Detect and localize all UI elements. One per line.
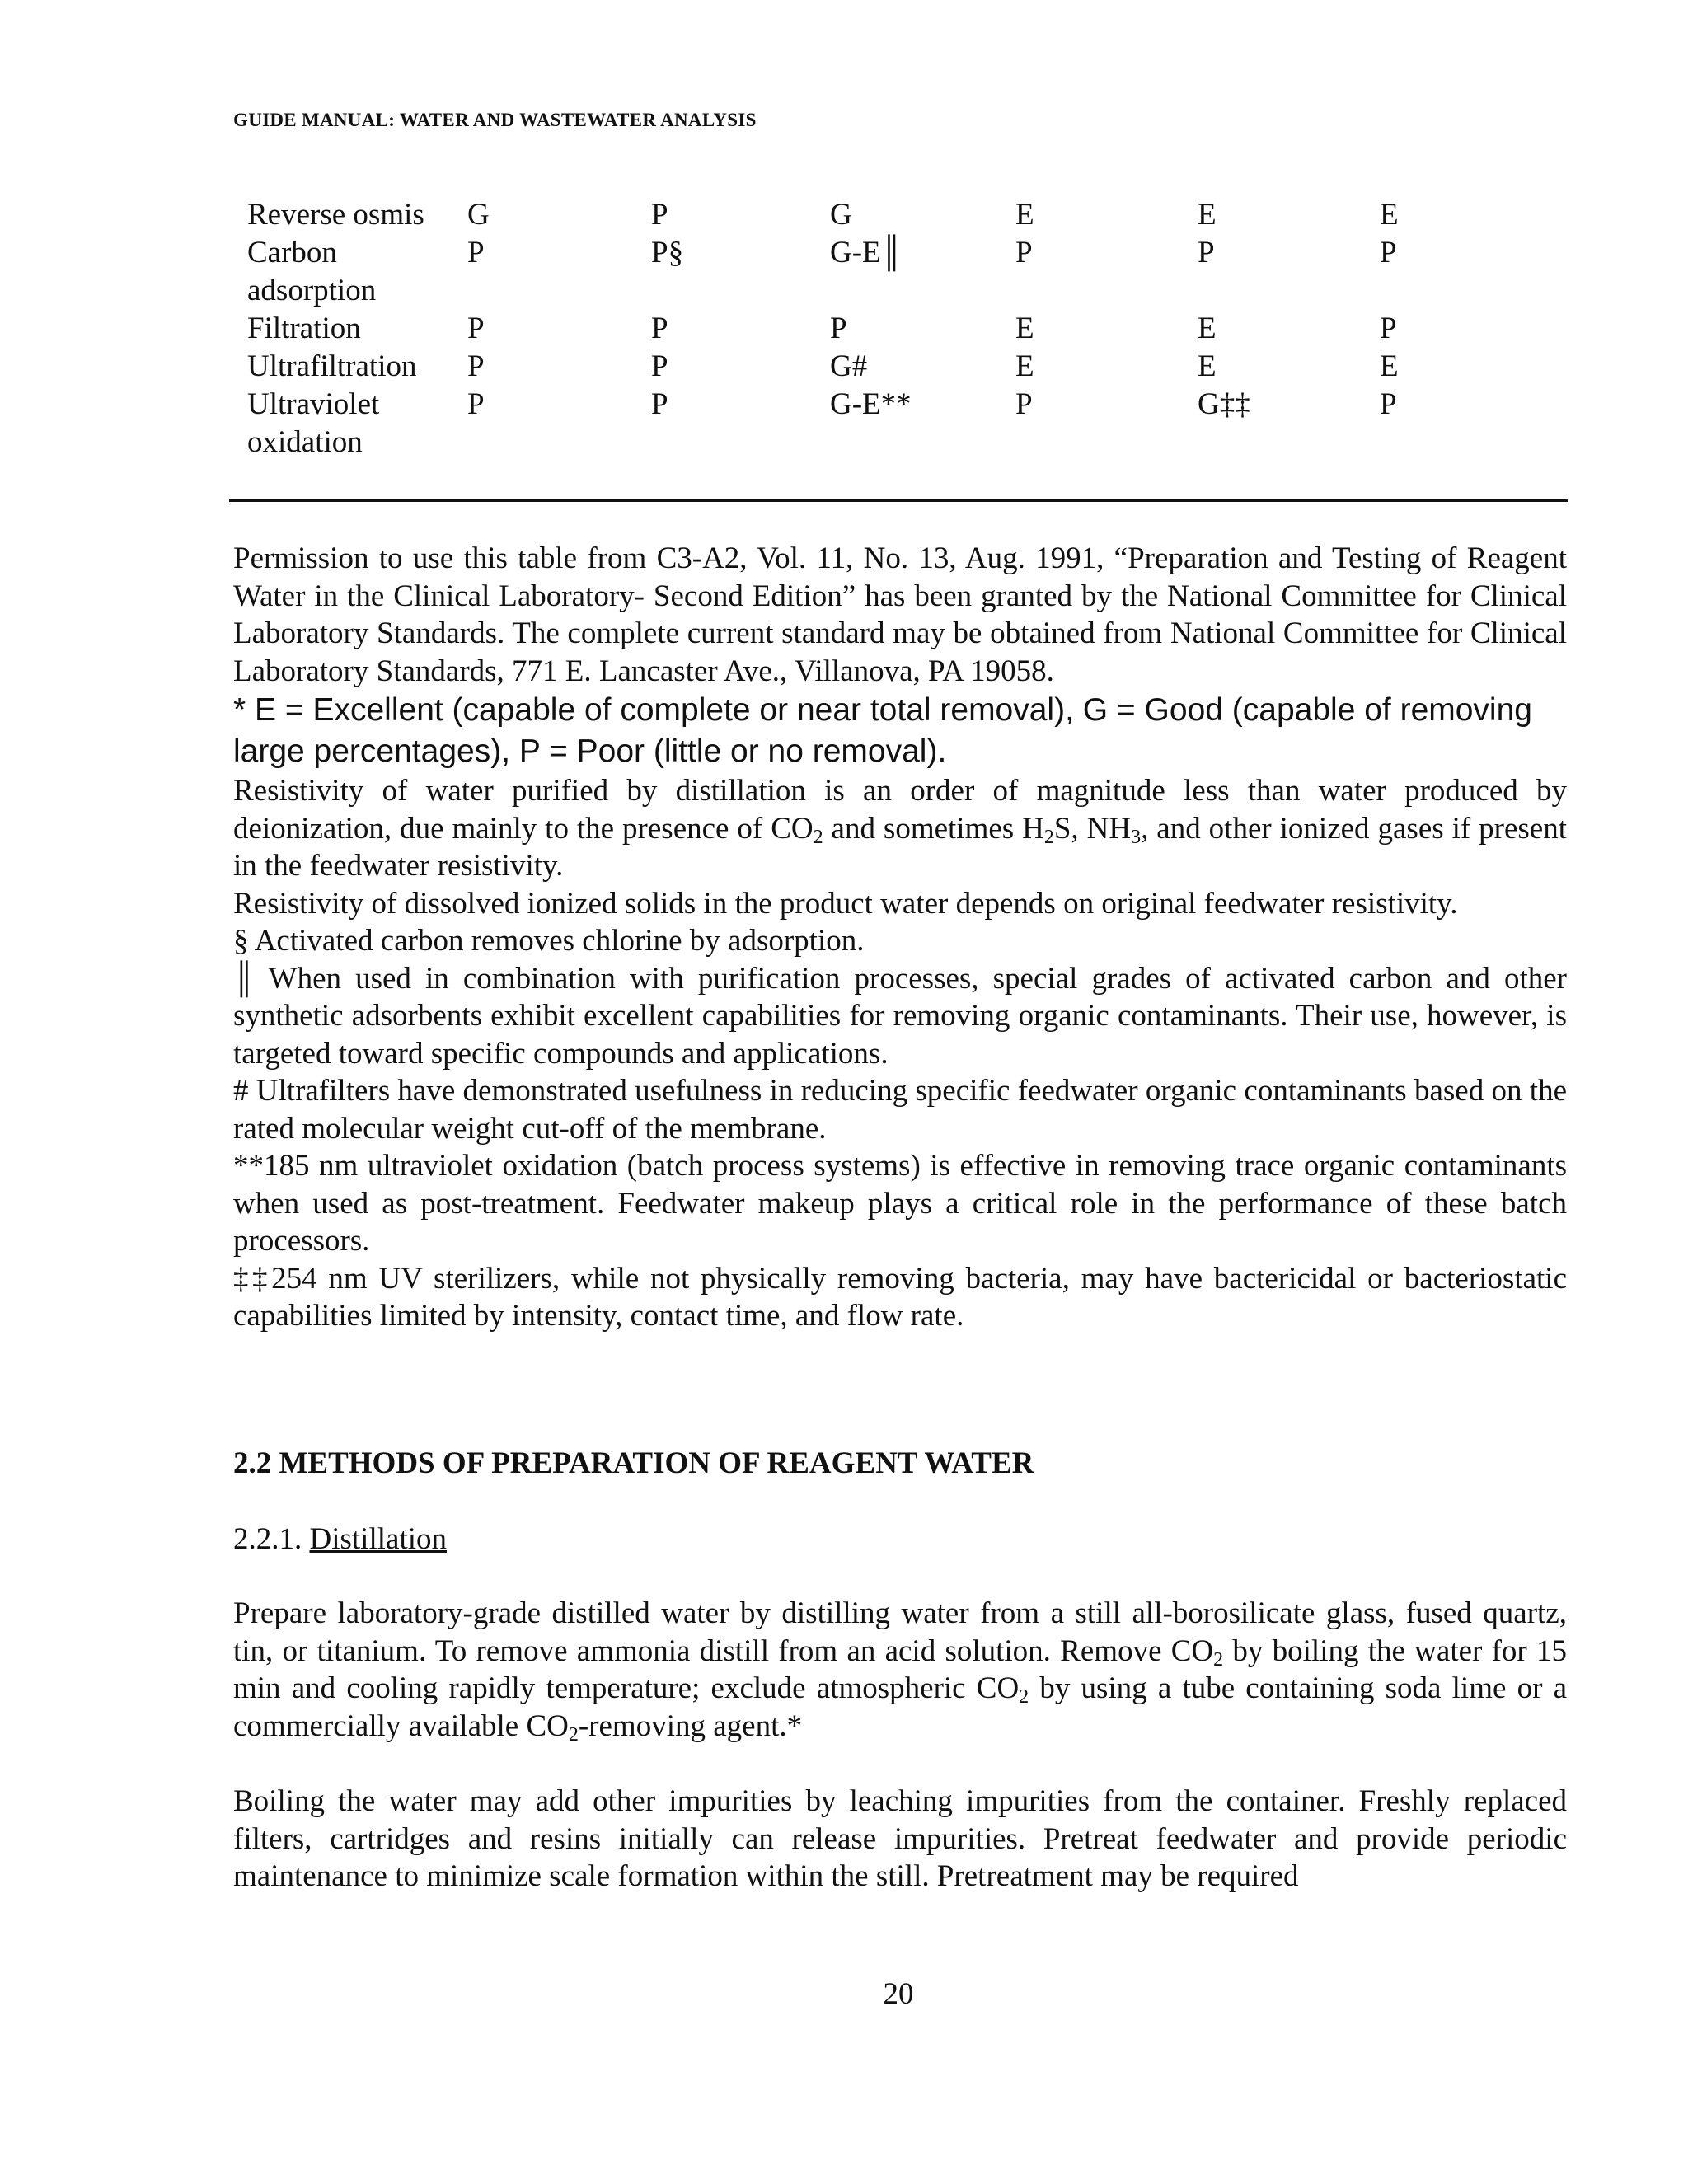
double-star-note: **185 nm ultraviolet oxidation (batch process systems) is effective in removing trace organic contaminants when used as post-treatment. Feedwater makeup plays a critical role in the performance of these batch processors. — [233, 1149, 1567, 1258]
table-row — [247, 386, 1566, 462]
cell: P — [467, 349, 485, 383]
permission-note: Permission to use this table from C3-A2, Vol. 11, No. 13, Aug. 1991, “Preparation and Testing of Reagent Water in the Clinical Laboratory- Second Edition” has been granted by the National Committee for Clinical Laboratory Standards. The complete current standard may be obtained from National Committee for Clinical Laboratory Standards, 771 E. Lancaster Ave., Villanova, PA 19058. — [233, 541, 1567, 688]
cell: P — [651, 198, 668, 232]
cell: E — [1015, 312, 1034, 345]
cell: G-E** — [830, 387, 912, 421]
row-name-continued: adsorption — [247, 274, 377, 307]
double-dagger-note: ‡‡254 nm UV sterilizers, while not physically removing bacteria, may have bactericidal or bacteriostatic capabilities limited by intensity, contact time, and flow rate. — [233, 1261, 1567, 1333]
cell: P — [830, 312, 847, 345]
cell: E — [1015, 349, 1034, 383]
section-heading: 2.2 METHODS OF PREPARATION OF REAGENT WATER — [233, 1446, 1034, 1480]
resistivity-note-2: Resistivity of dissolved ionized solids in the product water depends on original feedwater resistivity. — [233, 886, 1458, 921]
running-header: GUIDE MANUAL: WATER AND WASTEWATER ANALYSIS — [233, 110, 757, 130]
cell: P — [651, 349, 668, 383]
cell: P — [651, 312, 668, 345]
row-name: Carbon — [247, 236, 337, 269]
cell: P — [1380, 312, 1397, 345]
cell: E — [1198, 349, 1217, 383]
body-paragraph-2: Boiling the water may add other impurities by leaching impurities from the container. Freshly replaced filters, cartridges and resins initially can release impurities. Pretreat feedwater and provide periodic maintenance to minimize scale formation within the still. Pretreatment may be required — [233, 1784, 1567, 1893]
table-bottom-rule — [229, 499, 1568, 502]
treatment-table — [247, 196, 1566, 462]
cell: E — [1380, 349, 1399, 383]
cell: G — [830, 198, 852, 232]
cell: G‡‡ — [1198, 387, 1250, 421]
cell: P — [1015, 387, 1033, 421]
cell: E — [1015, 198, 1034, 232]
double-bar-note: ║ When used in combination with purification processes, special grades of activated carbon and other synthetic adsorbents exhibit excellent capabilities for removing organic contaminants. Their use, however, is targeted toward specific compounds and applications. — [233, 961, 1567, 1071]
row-name: Reverse osmis — [247, 198, 424, 232]
hash-note: # Ultrafilters have demonstrated usefulness in reducing specific feedwater organic contaminants based on the rated molecular weight cut-off of the membrane. — [233, 1074, 1567, 1146]
cell: P — [651, 387, 668, 421]
cell: P — [467, 236, 485, 269]
rating-legend: * E = Excellent (capable of complete or near total removal), G = Good (capable of removing large percentages), P = Poor (little or no removal). — [233, 692, 1532, 769]
cell: P — [467, 387, 485, 421]
body-paragraph-1: Prepare laboratory-grade distilled water by distilling water from a still all-borosilicate glass, fused quartz, tin, or titanium. To remove ammonia distill from an acid solution. Remove $CO_2$ by boiling the water for 15 min and cooling rapidly temperature; exclude atmospheric $CO_2$ by using a tube containing soda lime or a commercially available $CO_2$-removing agent.* — [233, 1596, 1567, 1746]
subsection-heading: 2.2.1. Distillation — [233, 1522, 447, 1556]
table-row — [247, 234, 1566, 310]
row-name: Ultraviolet — [247, 387, 380, 421]
table-notes — [233, 540, 1567, 1335]
cell: P§ — [651, 236, 684, 269]
cell: G-E║ — [830, 236, 903, 269]
table-row — [247, 196, 1566, 234]
cell: G# — [830, 349, 868, 383]
cell: P — [1380, 236, 1397, 269]
table-row — [247, 348, 1566, 386]
cell: E — [1380, 198, 1399, 232]
row-name-continued: oxidation — [247, 425, 363, 459]
table-row — [247, 310, 1566, 348]
row-name: Ultrafiltration — [247, 349, 417, 383]
page-number: 20 — [883, 1977, 914, 2011]
cell: P — [1015, 236, 1033, 269]
cell: G — [467, 198, 490, 232]
cell: E — [1198, 198, 1217, 232]
resistivity-note-1: Resistivity of water purified by distillation is an order of magnitude less than water produced by deionization, due mainly to the presence of $CO_2$ and sometimes $H_2S$, $NH_3$, and other ionized gases if present in the feedwater resistivity. — [233, 774, 1567, 883]
subsection-title: Distillation — [309, 1522, 447, 1556]
cell: P — [1198, 236, 1215, 269]
cell: P — [1380, 387, 1397, 421]
row-name: Filtration — [247, 312, 361, 345]
cell: E — [1198, 312, 1217, 345]
section-sign-note: § Activated carbon removes chlorine by adsorption. — [233, 924, 865, 958]
cell: P — [467, 312, 485, 345]
